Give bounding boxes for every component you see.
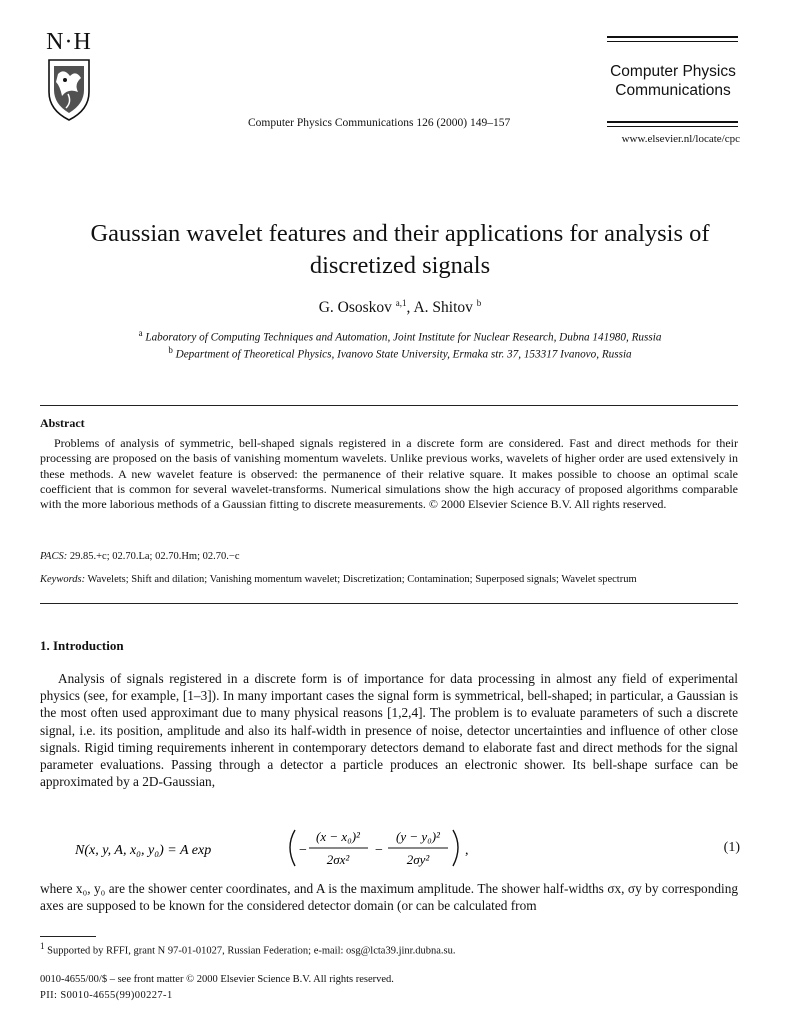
affiliation — [40, 328, 760, 344]
logo-text: N·H — [46, 29, 92, 55]
footnote — [40, 941, 455, 957]
abstract-text: Problems of analysis of symmetric, bell-shaped signals registered in a discrete form are considered. Fast and direct methods for their processing are proposed on the basis of vanishing momentum wavelets. Unlike previous works, wavelets of higher order are used extensively in these methods. A new wavelet feature is observed: the permanence of their relative square. It makes possible to choose an optimal scale coefficient that is common for several wavelet-transforms. Numerical simulations show the high accuracy of proposed algorithms comparable with the more laborious methods of a Gaussian fitting to discrete measurements. © 2000 Elsevier Science B.V. All rights reserved. — [40, 436, 738, 512]
logo-emblem-icon — [38, 30, 100, 122]
header-rule — [607, 121, 738, 123]
journal-name-line: Communications — [615, 82, 731, 99]
equation-number: (1) — [723, 840, 740, 855]
footnote-rule — [40, 936, 96, 937]
front-matter-notice: 0010-4655/00/$ – see front matter © 2000 Elsevier Science B.V. All rights reserved. — [40, 974, 394, 985]
equation-lhs: N(x, y, A, x₀, y₀) = A exp — [75, 843, 212, 858]
affiliation-text: Department of Theoretical Physics, Ivanovo State University, Ermaka str. 37, 153317 Ivanovo, Russia — [175, 348, 632, 361]
author-separator: , — [406, 299, 414, 317]
author-name: G. Ososkov — [318, 299, 392, 317]
svg-text:,: , — [465, 843, 469, 858]
header-rule — [607, 36, 738, 38]
section-heading: 1. Introduction — [40, 638, 124, 653]
paper-title — [40, 218, 760, 282]
title-line: Gaussian wavelet features and their applications for analysis of — [90, 220, 710, 247]
title-line: discretized signals — [309, 252, 491, 279]
journal-name — [600, 62, 746, 100]
pacs-codes — [40, 551, 239, 562]
equation — [75, 824, 740, 870]
author-list — [40, 298, 760, 317]
journal-name-line: Computer Physics — [610, 63, 736, 80]
footnote-mark: 1 — [40, 941, 45, 951]
author-name: A. Shitov — [413, 299, 473, 317]
header-rule — [607, 41, 738, 42]
abstract-top-rule — [40, 405, 738, 406]
equation-denominator: 2σy² — [406, 852, 430, 867]
equation-numerator: (y − y₀)² — [396, 829, 440, 844]
header-rule — [607, 126, 738, 127]
pii-identifier: PII: S0010-4655(99)00227-1 — [40, 990, 173, 1001]
publisher-logo — [38, 30, 100, 122]
author-affiliation-mark: a,1 — [395, 298, 407, 308]
svg-text:−: − — [299, 843, 307, 858]
journal-url[interactable]: www.elsevier.nl/locate/cpc — [621, 133, 740, 145]
equation-numerator: (x − x₀)² — [316, 829, 360, 844]
abstract-heading: Abstract — [40, 416, 85, 430]
intro-paragraph: Analysis of signals registered in a discrete form is of importance for data processing in almost any field of experimental physics (see, for example, [1–3]). In many important cases the signal form is symmetrical, bell-shaped; in particular, a Gaussian is the most often used approximant due to many physical reasons [1,2,4]. The problem is to evaluate parameters of such a discrete signal, i.e. its position, amplitude and also its half-width in presence of noise, detector uncertainties and influence of other close signals. Rigid timing requirements inherent in contemporary detectors demand to elaborate fast and direct methods for the signal parameter evaluations. Passing through a detector a particle produces an electronic shower. Its bell-shape surface can be approximated by a 2D-Gaussian, — [40, 671, 738, 790]
equation-body — [75, 824, 675, 870]
body-paragraph: where x₀, y₀ are the shower center coordinates, and A is the maximum amplitude. The shower half-widths σx, σy by corresponding axes are supposed to be known for the considered detector domain (or can be calculated from — [40, 881, 738, 914]
affiliation-text: Laboratory of Computing Techniques and Automation, Joint Institute for Nuclear Research, Dubna 141980, Russia — [145, 331, 662, 344]
svg-text:−: − — [375, 843, 383, 858]
author-affiliation-mark: b — [476, 298, 482, 308]
equation-denominator: 2σx² — [326, 852, 350, 867]
abstract-bottom-rule — [40, 603, 738, 604]
journal-reference: Computer Physics Communications 126 (2000) 149–157 — [248, 117, 511, 129]
affiliation-mark: a — [138, 328, 143, 338]
keywords-label: Keywords: — [40, 574, 86, 585]
affiliation-mark: b — [168, 345, 173, 355]
pacs-label: PACS: — [40, 551, 68, 562]
pacs-value: 29.85.+c; 02.70.La; 02.70.Hm; 02.70.−c — [67, 551, 240, 562]
keywords-value: Wavelets; Shift and dilation; Vanishing momentum wavelet; Discretization; Contamination; Superposed signals; Wavelet spectrum — [85, 574, 637, 585]
footnote-text: Supported by RFFI, grant N 97-01-01027, Russian Federation; e-mail: osg@lcta39.jinr.dubna.su. — [44, 945, 456, 957]
keywords — [40, 574, 760, 585]
affiliation — [40, 345, 760, 361]
